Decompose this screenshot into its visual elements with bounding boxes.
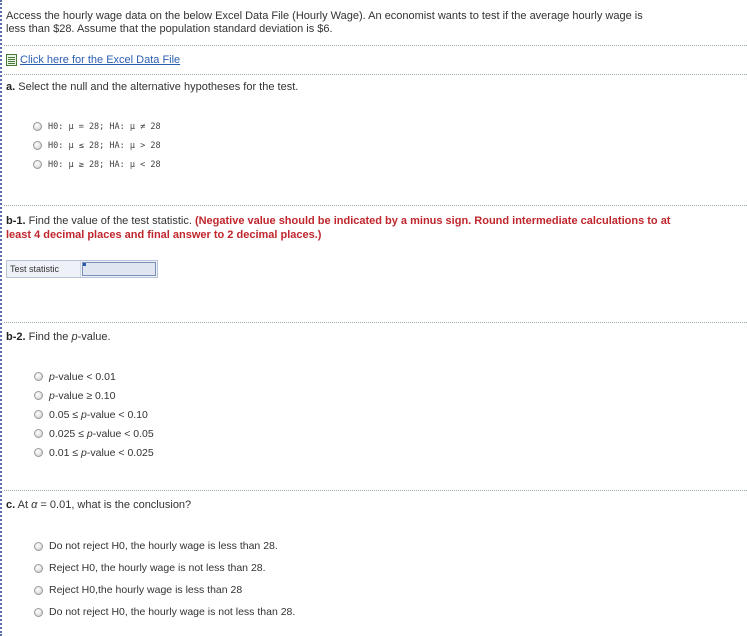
part-a-prompt: [6, 81, 298, 93]
option-text: 0.01 ≤ p-value < 0.025: [49, 446, 154, 459]
option-text: p-value < 0.01: [49, 370, 116, 383]
part-a-label: a.: [6, 81, 16, 93]
hypothesis-option[interactable]: [33, 136, 161, 155]
part-a-options: [33, 117, 161, 174]
radio-button[interactable]: [34, 372, 43, 381]
excel-link-row[interactable]: [6, 54, 180, 66]
radio-button[interactable]: [33, 141, 42, 150]
p-symbol: p: [71, 331, 78, 343]
radio-button[interactable]: [34, 542, 43, 551]
option-text: 0.05 ≤ p-value < 0.10: [49, 408, 148, 421]
alpha-symbol: α: [31, 499, 38, 511]
test-statistic-label: Test statistic: [7, 261, 81, 277]
conclusion-option[interactable]: [34, 557, 295, 579]
hypothesis-text: H0: μ ≤ 28; HA: μ > 28: [48, 140, 161, 151]
part-c-text: At: [17, 499, 32, 511]
radio-button[interactable]: [34, 586, 43, 595]
part-b1-label: b-1.: [6, 215, 26, 227]
part-b2-options: [34, 367, 154, 462]
part-b2-label: b-2.: [6, 331, 26, 343]
intro-text: [6, 10, 706, 36]
hypothesis-text: H0: μ ≥ 28; HA: μ < 28: [48, 159, 161, 170]
conclusion-option[interactable]: [34, 535, 295, 557]
part-b2-prompt: [6, 331, 111, 343]
hypothesis-text: H0: μ = 28; HA: μ ≠ 28: [48, 121, 161, 132]
radio-button[interactable]: [34, 410, 43, 419]
rounding-instruction: (Negative value should be indicated by a minus sign. Round intermediate calculations to at: [194, 215, 671, 227]
intro-line-1: Access the hourly wage data on the below Excel Data File (Hourly Wage). An economist wants to test if the average hourly wage is: [6, 10, 643, 22]
option-text: Reject H0, the hourly wage is not less than 28.: [49, 562, 266, 574]
option-text: Do not reject H0, the hourly wage is less than 28.: [49, 540, 278, 552]
radio-button[interactable]: [33, 160, 42, 169]
part-b1-text: Find the value of the test statistic.: [28, 215, 192, 227]
part-c-prompt: [6, 499, 191, 511]
part-b1-prompt: [6, 214, 706, 242]
divider: [4, 490, 747, 491]
radio-button[interactable]: [33, 122, 42, 131]
part-a-text: Select the null and the alternative hypotheses for the test.: [18, 81, 299, 93]
p-value-option[interactable]: [34, 424, 154, 443]
radio-button[interactable]: [34, 391, 43, 400]
part-c-text-end: = 0.01, what is the conclusion?: [37, 499, 192, 511]
divider: [4, 205, 747, 206]
excel-file-icon: [6, 54, 17, 66]
test-statistic-table: [6, 260, 158, 278]
p-value-option[interactable]: [34, 386, 154, 405]
radio-button[interactable]: [34, 564, 43, 573]
rounding-instruction-cont: least 4 decimal places and final answer to 2 decimal places.): [6, 229, 322, 241]
hypothesis-option[interactable]: [33, 155, 161, 174]
excel-data-link[interactable]: Click here for the Excel Data File: [20, 54, 181, 66]
divider: [4, 74, 747, 75]
p-value-option[interactable]: [34, 405, 154, 424]
radio-button[interactable]: [34, 608, 43, 617]
conclusion-option[interactable]: [34, 601, 295, 623]
p-value-option[interactable]: [34, 367, 154, 386]
divider: [4, 322, 747, 323]
option-text: Reject H0,the hourly wage is less than 28: [49, 584, 243, 596]
part-b2-text: Find the: [28, 331, 72, 343]
p-value-option[interactable]: [34, 443, 154, 462]
hypothesis-option[interactable]: [33, 117, 161, 136]
part-c-label: c.: [6, 499, 16, 511]
conclusion-option[interactable]: [34, 579, 295, 601]
option-text: 0.025 ≤ p-value < 0.05: [49, 427, 154, 440]
option-text: Do not reject H0, the hourly wage is not less than 28.: [49, 606, 296, 618]
radio-button[interactable]: [34, 448, 43, 457]
part-c-options: [34, 535, 295, 623]
radio-button[interactable]: [34, 429, 43, 438]
option-text: p-value ≥ 0.10: [49, 389, 116, 402]
divider: [4, 45, 747, 46]
part-b2-text-end: -value.: [77, 331, 111, 343]
test-statistic-input[interactable]: [82, 262, 156, 276]
intro-line-2: less than $28. Assume that the population standard deviation is $6.: [6, 23, 333, 35]
